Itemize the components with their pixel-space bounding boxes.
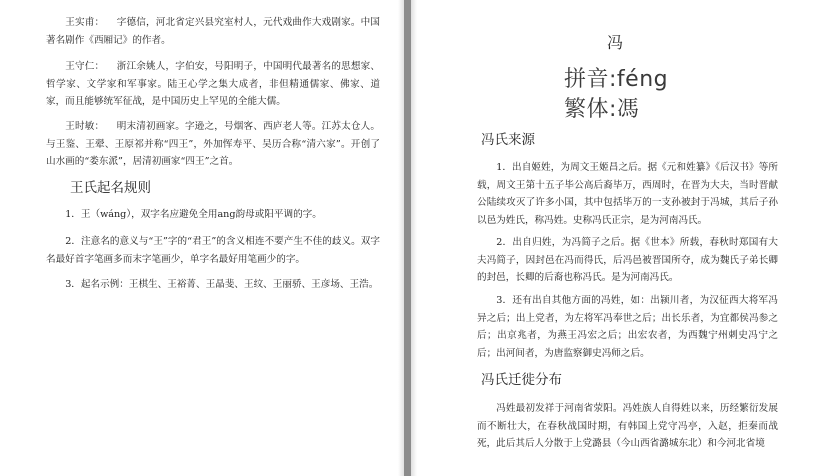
biography-entry — [46, 58, 380, 111]
naming-rule: 1．王（wáng），双字名应避免全用ang韵母或阳平调的字。 — [65, 209, 322, 220]
origin-paragraph: 2．出自归姓，为冯简子之后。据《世本》所载，春秋时郑国有大夫冯简子，因封邑在冯而得氏，后冯邑被晋国所夺，成为魏氏子弟长卿的封邑，长卿的后裔也称冯氏。是为河南冯氏。 — [477, 237, 778, 283]
pinyin-line: 拼音:féng — [564, 67, 669, 92]
person-description: 字德信，河北省定兴县究室村人，元代戏曲作大戏剧家。中国著名剧作《西厢记》的作者。 — [46, 17, 381, 46]
origin-paragraph: 1．出自姬姓，为周文王姬昌之后。据《元和姓纂》《后汉书》等所载，周文王第十五子毕公高后裔毕万，西周时，在晋为大夫，当时晋献公陆续攻灭了许多小国，其中包括毕万的一支孙被封于冯城，其后子孙以邑为姓氏，称冯姓。史称冯氏正宗，是为河南冯氏。 — [477, 162, 778, 226]
surname-character: 冯 — [607, 33, 624, 52]
right-page — [411, 0, 818, 476]
origin-paragraph: 3．还有出自其他方面的冯姓，如：出颍川者，为汉征西大将军冯异之后；出上党者，为左将军冯奉世之后；出长乐者，为宜都侯冯参之后；出京兆者，为燕王冯宏之后；出宏农者，为西魏宁州刺史冯宁之后；出河间者，为唐监察御史冯师之后。 — [477, 295, 778, 359]
traditional-form-line: 繁体:馮 — [564, 97, 640, 122]
left-page — [0, 0, 404, 476]
person-description: 明末清初画家。字逊之，号烟客、西庐老人等。江苏太仓人。与王鉴、王翚、王原祁并称“四王”，外加恽寿平、吴历合称“清六家”。开创了山水画的“娄东派”，居清初画家“四王”之首。 — [46, 121, 381, 167]
person-name: 王时敏： — [65, 121, 105, 132]
naming-rules-heading: 王氏起名规则 — [70, 180, 151, 196]
person-description: 浙江余姚人，字伯安，号阳明子，中国明代最著名的思想家、哲学家、文学家和军事家。陆王心学之集大成者，非但精通儒家、佛家、道家，而且能够统军征战，是中国历史上罕见的全能大儒。 — [46, 61, 381, 107]
migration-paragraph: 冯姓最初发祥于河南省荥阳。冯姓族人自得姓以来，历经繁衍发展而不断壮大，在春秋战国时期，有韩国上党守冯亭，入赵，拒秦而战死，此后其后人分散于上党潞县（今山西省潞城东北）和今河北省境 — [477, 403, 778, 449]
person-name: 王实甫： — [65, 17, 105, 28]
page-gutter-shadow — [411, 0, 417, 476]
person-name: 王守仁： — [65, 61, 105, 72]
biography-entry — [46, 118, 380, 171]
origin-heading: 冯氏来源 — [481, 132, 535, 148]
biography-entry — [46, 14, 380, 49]
naming-rule: 3．起名示例：王棋生、王裕菁、王晶斐、王纹、王丽骄、王彦场、王浩。 — [65, 279, 379, 290]
page-gutter-shadow — [398, 0, 404, 476]
naming-rule: 2．注意名的意义与“王”字的“君王”的含义相连不要产生不佳的歧义。双字名最好首字笔画多而末字笔画少，单字名最好用笔画少的字。 — [46, 236, 380, 265]
migration-heading: 冯氏迁徙分布 — [481, 372, 562, 388]
